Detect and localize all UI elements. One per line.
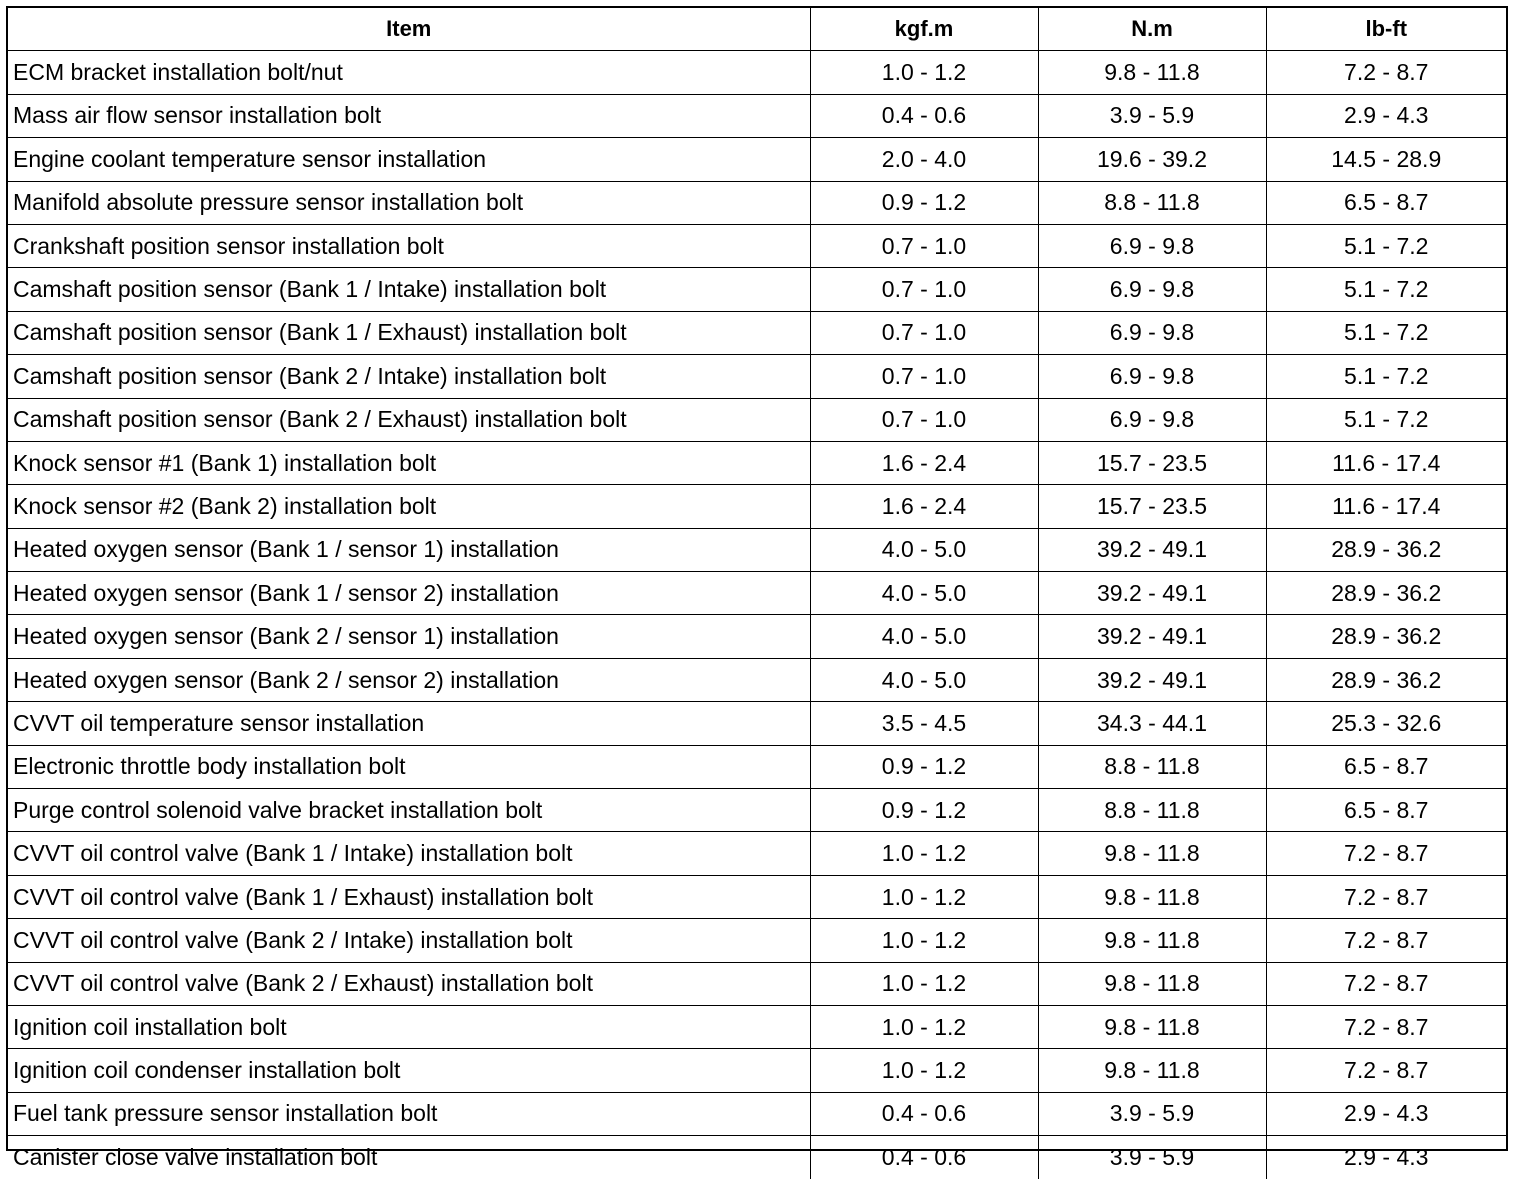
cell-nm: 3.9 - 5.9 [1038, 1136, 1266, 1179]
cell-kgfm: 1.0 - 1.2 [810, 1005, 1038, 1048]
cell-item: ECM bracket installation bolt/nut [8, 51, 810, 94]
cell-item: CVVT oil control valve (Bank 2 / Exhaust) installation bolt [8, 962, 810, 1005]
cell-kgfm: 1.0 - 1.2 [810, 875, 1038, 918]
cell-kgfm: 1.0 - 1.2 [810, 962, 1038, 1005]
cell-nm: 9.8 - 11.8 [1038, 919, 1266, 962]
cell-lbft: 25.3 - 32.6 [1266, 702, 1506, 745]
cell-lbft: 11.6 - 17.4 [1266, 441, 1506, 484]
table-row [8, 832, 1506, 875]
cell-item: CVVT oil temperature sensor installation [8, 702, 810, 745]
cell-lbft: 6.5 - 8.7 [1266, 181, 1506, 224]
cell-lbft: 7.2 - 8.7 [1266, 51, 1506, 94]
cell-nm: 8.8 - 11.8 [1038, 745, 1266, 788]
cell-kgfm: 1.0 - 1.2 [810, 832, 1038, 875]
cell-item: Ignition coil installation bolt [8, 1005, 810, 1048]
cell-item: Mass air flow sensor installation bolt [8, 94, 810, 137]
table-row [8, 268, 1506, 311]
table-row [8, 658, 1506, 701]
table-row [8, 919, 1506, 962]
cell-kgfm: 0.7 - 1.0 [810, 355, 1038, 398]
table-row [8, 1092, 1506, 1135]
table-row [8, 1136, 1506, 1179]
table-row [8, 51, 1506, 94]
table-row [8, 1049, 1506, 1092]
cell-nm: 39.2 - 49.1 [1038, 615, 1266, 658]
cell-kgfm: 1.0 - 1.2 [810, 919, 1038, 962]
cell-kgfm: 0.9 - 1.2 [810, 789, 1038, 832]
cell-item: Electronic throttle body installation bolt [8, 745, 810, 788]
cell-kgfm: 1.0 - 1.2 [810, 51, 1038, 94]
cell-item: Camshaft position sensor (Bank 2 / Exhaust) installation bolt [8, 398, 810, 441]
cell-nm: 9.8 - 11.8 [1038, 832, 1266, 875]
cell-lbft: 5.1 - 7.2 [1266, 398, 1506, 441]
cell-lbft: 7.2 - 8.7 [1266, 1049, 1506, 1092]
cell-item: CVVT oil control valve (Bank 2 / Intake) installation bolt [8, 919, 810, 962]
cell-lbft: 7.2 - 8.7 [1266, 919, 1506, 962]
cell-kgfm: 0.7 - 1.0 [810, 398, 1038, 441]
table-row [8, 94, 1506, 137]
cell-nm: 6.9 - 9.8 [1038, 224, 1266, 267]
header-lbft: lb-ft [1266, 8, 1506, 51]
cell-nm: 39.2 - 49.1 [1038, 658, 1266, 701]
cell-item: Purge control solenoid valve bracket installation bolt [8, 789, 810, 832]
torque-spec-table [8, 8, 1506, 1179]
cell-nm: 9.8 - 11.8 [1038, 875, 1266, 918]
cell-lbft: 28.9 - 36.2 [1266, 658, 1506, 701]
cell-kgfm: 2.0 - 4.0 [810, 138, 1038, 181]
cell-item: Engine coolant temperature sensor installation [8, 138, 810, 181]
cell-item: Heated oxygen sensor (Bank 1 / sensor 1) installation [8, 528, 810, 571]
cell-item: Camshaft position sensor (Bank 1 / Exhaust) installation bolt [8, 311, 810, 354]
cell-nm: 6.9 - 9.8 [1038, 355, 1266, 398]
cell-kgfm: 4.0 - 5.0 [810, 528, 1038, 571]
torque-spec-table-container [6, 6, 1508, 1170]
cell-lbft: 2.9 - 4.3 [1266, 1136, 1506, 1179]
cell-kgfm: 1.6 - 2.4 [810, 441, 1038, 484]
cell-nm: 6.9 - 9.8 [1038, 311, 1266, 354]
cell-nm: 6.9 - 9.8 [1038, 398, 1266, 441]
cell-nm: 9.8 - 11.8 [1038, 962, 1266, 1005]
table-row [8, 528, 1506, 571]
table-row [8, 398, 1506, 441]
cell-nm: 8.8 - 11.8 [1038, 181, 1266, 224]
header-kgfm: kgf.m [810, 8, 1038, 51]
table-row [8, 615, 1506, 658]
cell-nm: 9.8 - 11.8 [1038, 1005, 1266, 1048]
cell-item: CVVT oil control valve (Bank 1 / Intake) installation bolt [8, 832, 810, 875]
table-row [8, 181, 1506, 224]
cell-kgfm: 0.7 - 1.0 [810, 311, 1038, 354]
cell-lbft: 6.5 - 8.7 [1266, 789, 1506, 832]
cell-lbft: 7.2 - 8.7 [1266, 875, 1506, 918]
table-row [8, 962, 1506, 1005]
cell-lbft: 2.9 - 4.3 [1266, 94, 1506, 137]
cell-item: Knock sensor #1 (Bank 1) installation bolt [8, 441, 810, 484]
cell-kgfm: 0.7 - 1.0 [810, 224, 1038, 267]
table-row [8, 875, 1506, 918]
cell-item: Ignition coil condenser installation bolt [8, 1049, 810, 1092]
cell-nm: 15.7 - 23.5 [1038, 485, 1266, 528]
cell-kgfm: 1.0 - 1.2 [810, 1049, 1038, 1092]
table-row [8, 789, 1506, 832]
cell-kgfm: 0.9 - 1.2 [810, 745, 1038, 788]
table-row [8, 572, 1506, 615]
cell-kgfm: 0.4 - 0.6 [810, 1092, 1038, 1135]
cell-lbft: 7.2 - 8.7 [1266, 832, 1506, 875]
table-body [8, 51, 1506, 1179]
cell-kgfm: 0.9 - 1.2 [810, 181, 1038, 224]
cell-item: Manifold absolute pressure sensor installation bolt [8, 181, 810, 224]
cell-kgfm: 4.0 - 5.0 [810, 615, 1038, 658]
header-item: Item [8, 8, 810, 51]
table-row [8, 224, 1506, 267]
header-row [8, 8, 1506, 51]
cell-item: CVVT oil control valve (Bank 1 / Exhaust) installation bolt [8, 875, 810, 918]
cell-kgfm: 0.7 - 1.0 [810, 268, 1038, 311]
cell-item: Heated oxygen sensor (Bank 2 / sensor 1) installation [8, 615, 810, 658]
cell-lbft: 14.5 - 28.9 [1266, 138, 1506, 181]
cell-nm: 3.9 - 5.9 [1038, 94, 1266, 137]
cell-lbft: 7.2 - 8.7 [1266, 962, 1506, 1005]
table-row [8, 311, 1506, 354]
cell-item: Fuel tank pressure sensor installation bolt [8, 1092, 810, 1135]
cell-lbft: 7.2 - 8.7 [1266, 1005, 1506, 1048]
cell-nm: 15.7 - 23.5 [1038, 441, 1266, 484]
table-row [8, 1005, 1506, 1048]
cell-nm: 9.8 - 11.8 [1038, 51, 1266, 94]
cell-item: Heated oxygen sensor (Bank 2 / sensor 2) installation [8, 658, 810, 701]
cell-nm: 8.8 - 11.8 [1038, 789, 1266, 832]
cell-item: Crankshaft position sensor installation bolt [8, 224, 810, 267]
cell-nm: 3.9 - 5.9 [1038, 1092, 1266, 1135]
cell-lbft: 28.9 - 36.2 [1266, 572, 1506, 615]
table-row [8, 702, 1506, 745]
table-row [8, 745, 1506, 788]
cell-kgfm: 0.4 - 0.6 [810, 94, 1038, 137]
cell-nm: 34.3 - 44.1 [1038, 702, 1266, 745]
cell-nm: 6.9 - 9.8 [1038, 268, 1266, 311]
table-row [8, 355, 1506, 398]
cell-lbft: 5.1 - 7.2 [1266, 268, 1506, 311]
cell-nm: 39.2 - 49.1 [1038, 528, 1266, 571]
header-nm: N.m [1038, 8, 1266, 51]
cell-lbft: 5.1 - 7.2 [1266, 311, 1506, 354]
cell-kgfm: 0.4 - 0.6 [810, 1136, 1038, 1179]
cell-item: Camshaft position sensor (Bank 1 / Intake) installation bolt [8, 268, 810, 311]
cell-lbft: 5.1 - 7.2 [1266, 355, 1506, 398]
cell-lbft: 5.1 - 7.2 [1266, 224, 1506, 267]
cell-lbft: 11.6 - 17.4 [1266, 485, 1506, 528]
table-row [8, 441, 1506, 484]
table-row [8, 138, 1506, 181]
cell-kgfm: 4.0 - 5.0 [810, 572, 1038, 615]
cell-nm: 9.8 - 11.8 [1038, 1049, 1266, 1092]
cell-lbft: 2.9 - 4.3 [1266, 1092, 1506, 1135]
cell-nm: 19.6 - 39.2 [1038, 138, 1266, 181]
cell-kgfm: 3.5 - 4.5 [810, 702, 1038, 745]
cell-kgfm: 4.0 - 5.0 [810, 658, 1038, 701]
cell-item: Heated oxygen sensor (Bank 1 / sensor 2) installation [8, 572, 810, 615]
cell-item: Camshaft position sensor (Bank 2 / Intake) installation bolt [8, 355, 810, 398]
cell-kgfm: 1.6 - 2.4 [810, 485, 1038, 528]
cell-lbft: 28.9 - 36.2 [1266, 528, 1506, 571]
cell-lbft: 6.5 - 8.7 [1266, 745, 1506, 788]
cell-nm: 39.2 - 49.1 [1038, 572, 1266, 615]
cell-item: Canister close valve installation bolt [8, 1136, 810, 1179]
table-row [8, 485, 1506, 528]
cell-lbft: 28.9 - 36.2 [1266, 615, 1506, 658]
cell-item: Knock sensor #2 (Bank 2) installation bolt [8, 485, 810, 528]
